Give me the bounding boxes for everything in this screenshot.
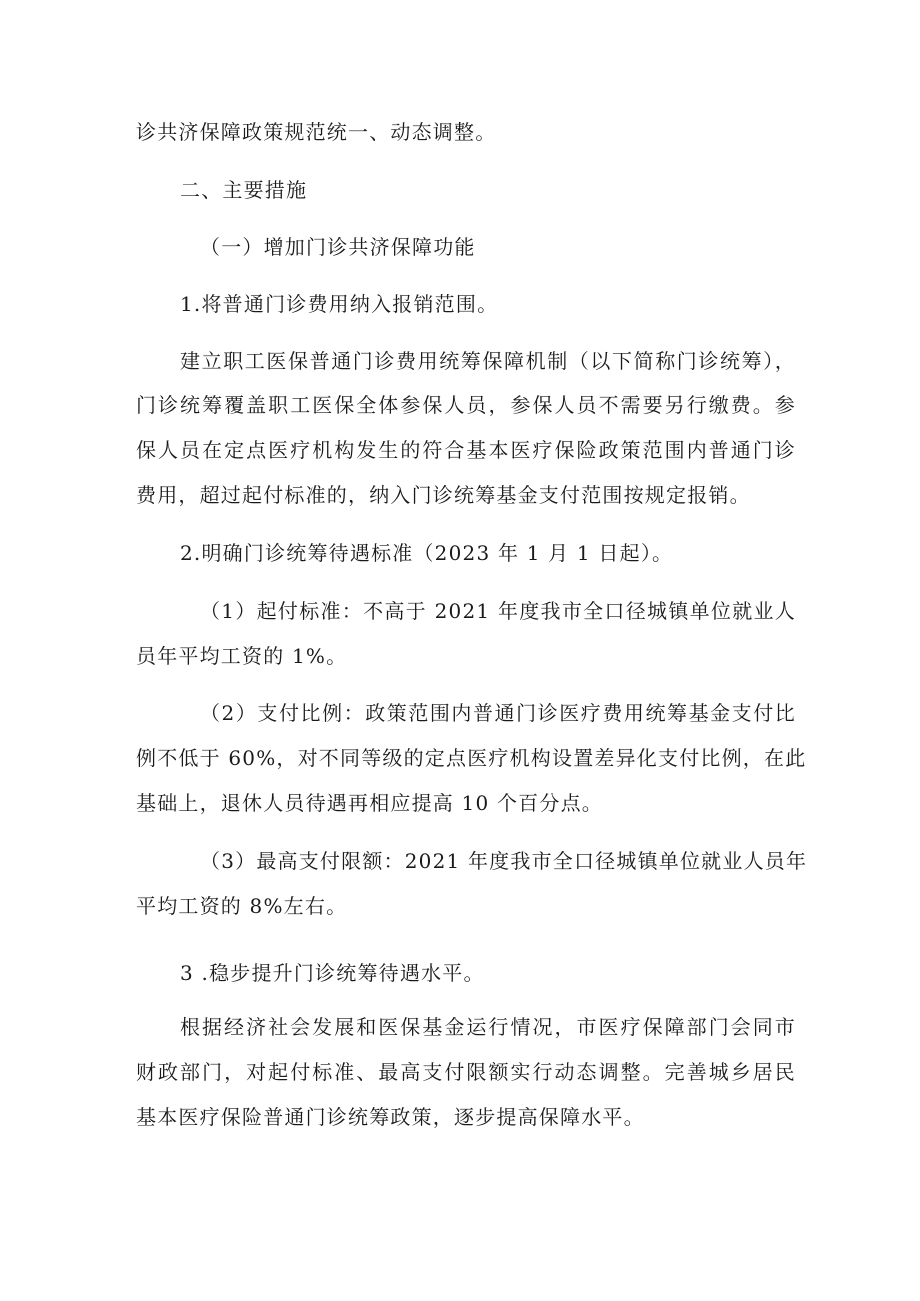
paragraph-line: 基本医疗保险普通门诊统筹政策，逐步提高保障水平。 bbox=[136, 1105, 645, 1129]
paragraph-line: 财政部门，对起付标准、最高支付限额实行动态调整。完善城乡居民 bbox=[136, 1060, 796, 1084]
section-heading: 二、主要措施 bbox=[180, 178, 308, 202]
paragraph-line: 门诊统筹覆盖职工医保全体参保人员，参保人员不需要另行缴费。参 bbox=[136, 393, 796, 417]
item-heading: 3 .稳步提升门诊统筹待遇水平。 bbox=[180, 961, 485, 985]
list-item-line: 平均工资的 8%左右。 bbox=[136, 894, 348, 918]
list-item-line: （3）最高支付限额：2021 年度我市全口径城镇单位就业人员年 bbox=[200, 849, 808, 873]
paragraph-line: 保人员在定点医疗机构发生的符合基本医疗保险政策范围内普通门诊 bbox=[136, 438, 796, 462]
subsection-heading: （一）增加门诊共济保障功能 bbox=[200, 235, 476, 259]
list-item-line: 员年平均工资的 1%。 bbox=[136, 644, 348, 668]
list-item-line: 例不低于 60%，对不同等级的定点医疗机构设置差异化支付比例，在此 bbox=[136, 746, 807, 770]
list-item-line: 基础上，退休人员待遇再相应提高 10 个百分点。 bbox=[136, 791, 603, 815]
item-heading: 2.明确门诊统筹待遇标准（2023 年 1 月 1 日起）。 bbox=[180, 541, 674, 565]
paragraph-continuation-line: 诊共济保障政策规范统一、动态调整。 bbox=[136, 120, 497, 144]
list-item-line: （2）支付比例：政策范围内普通门诊医疗费用统筹基金支付比 bbox=[200, 701, 796, 725]
paragraph-line: 建立职工医保普通门诊费用统筹保障机制（以下简称门诊统筹）， bbox=[180, 349, 796, 373]
item-heading: 1.将普通门诊费用纳入报销范围。 bbox=[180, 292, 499, 316]
paragraph-line: 费用，超过起付标准的，纳入门诊统筹基金支付范围按规定报销。 bbox=[136, 483, 751, 507]
list-item-line: （1）起付标准：不高于 2021 年度我市全口径城镇单位就业人 bbox=[200, 599, 796, 623]
paragraph-line: 根据经济社会发展和医保基金运行情况，市医疗保障部门会同市 bbox=[180, 1015, 796, 1039]
